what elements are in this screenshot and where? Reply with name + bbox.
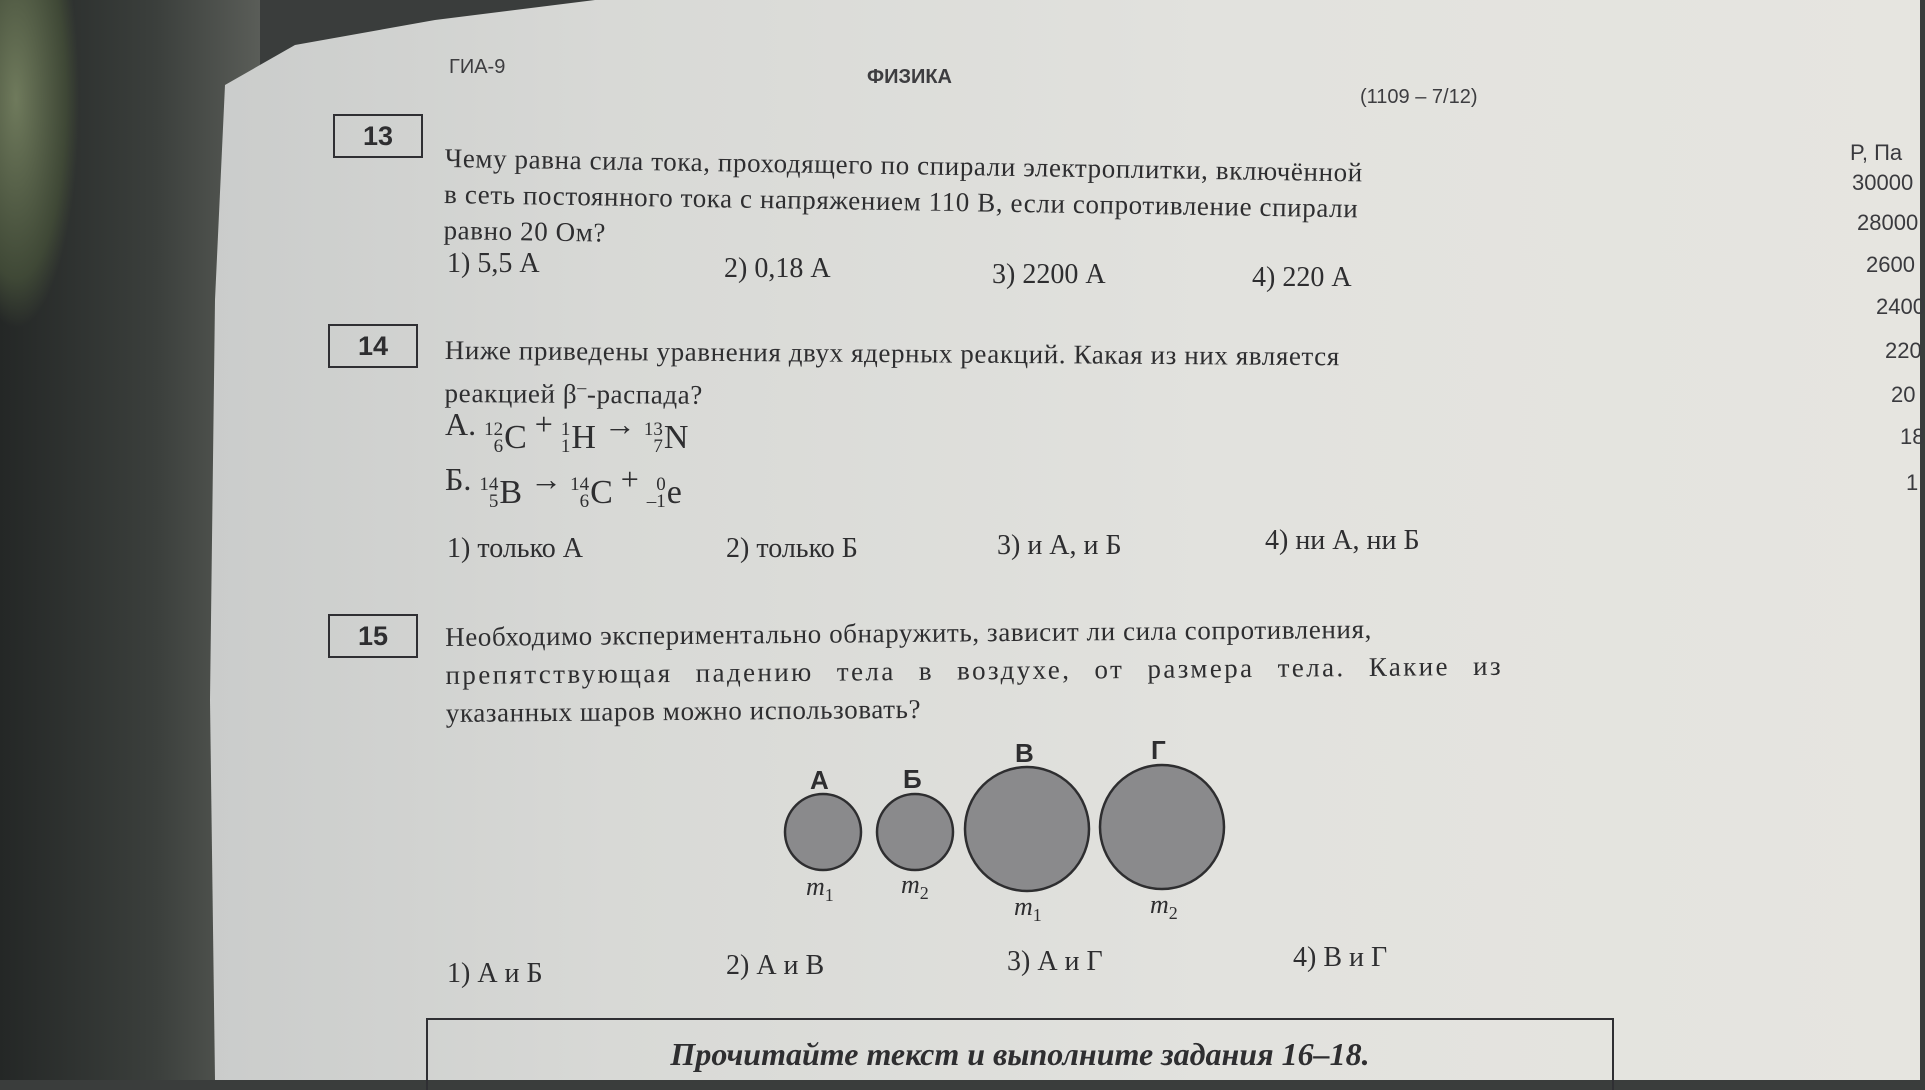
question-15-answer-3: 3) А и Г — [1007, 946, 1103, 977]
question-14-line-2: реакцией β–-распада? — [444, 376, 704, 410]
nuclide-hydrogen-1: 1 1 H — [560, 419, 596, 457]
question-13-line-1: Чему равна сила тока, проходящего по спирали электроплитки, включённой — [444, 142, 1364, 188]
instruction-text: Прочитайте текст и выполните задания 16–18. — [670, 1036, 1370, 1072]
question-15-answer-2: 2) А и В — [726, 950, 825, 981]
instruction-box — [426, 1018, 1614, 1090]
question-14-answer-4: 4) ни А, ни Б — [1265, 525, 1420, 556]
side-table-value-7: 18 — [1900, 424, 1925, 449]
question-15-line-3: указанных шаров можно использовать? — [445, 693, 922, 728]
question-15-number-box — [328, 614, 418, 658]
ball-g — [1100, 765, 1224, 889]
nuclide-nitrogen-13: 13 7 N — [643, 419, 689, 457]
nuclide-carbon-14: 14 6 C — [570, 474, 613, 512]
question-15-answer-1: 1) А и Б — [447, 958, 543, 989]
ball-v-label: В — [1015, 738, 1034, 768]
question-14-answer-1: 1) только А — [447, 533, 583, 564]
ball-g-mass: $m_2$ — [1150, 890, 1178, 924]
header-exam-code: ГИА-9 — [449, 56, 506, 78]
question-13-answer-2: 2) 0,18 А — [724, 253, 831, 284]
ball-b-label: Б — [903, 764, 922, 794]
ball-a-mass: $m_1$ — [806, 872, 834, 906]
side-table-value-8: 1 — [1906, 470, 1919, 495]
background-plant — [0, 0, 80, 330]
question-14-number-box — [328, 324, 418, 368]
question-13-answer-3: 3) 2200 А — [992, 259, 1106, 290]
question-13-number: 13 — [362, 120, 394, 151]
ball-v — [965, 767, 1089, 891]
nuclide-electron: 0 –1 e — [646, 474, 682, 512]
reaction-b: Б. 14 5 B → 14 6 C + 0 –1 e — [445, 461, 682, 512]
side-table-value-4: 2400 — [1876, 294, 1925, 319]
ball-a-label: А — [810, 765, 829, 795]
balls-figure — [770, 760, 1240, 900]
ball-a — [785, 794, 861, 870]
question-13-line-2: в сеть постоянного тока с напряжением 110 В, если сопротивление спирали — [443, 178, 1359, 224]
ball-v-mass: $m_1$ — [1014, 892, 1042, 926]
nuclide-boron-14: 14 5 B — [479, 474, 523, 512]
question-13-number-box — [333, 114, 423, 158]
question-13-line-3: равно 20 Ом? — [443, 214, 607, 248]
question-15-answer-4: 4) В и Г — [1293, 942, 1388, 973]
header-variant: (1109 – 7/12) — [1360, 86, 1478, 108]
reaction-a-arrow: → — [603, 406, 636, 442]
question-14-number: 14 — [357, 330, 389, 361]
nuclide-carbon-12: 12 6 C — [484, 419, 527, 457]
ball-b-mass: $m_2$ — [901, 870, 929, 904]
side-table-value-1: 30000 — [1852, 170, 1914, 195]
question-13-answer-1: 1) 5,5 А — [447, 248, 540, 279]
header-subject: ФИЗИКА — [867, 66, 952, 88]
question-14-answer-2: 2) только Б — [726, 533, 858, 564]
side-table-value-6: 20 — [1891, 382, 1916, 407]
question-14-text — [444, 332, 1340, 417]
question-13-answer-4: 4) 220 А — [1252, 262, 1352, 293]
ball-g-label: Г — [1151, 735, 1166, 765]
reaction-a: А. 12 6 C + 1 1 H → 13 7 N — [445, 406, 689, 457]
question-13-text — [443, 140, 1363, 262]
question-15-number: 15 — [357, 620, 389, 651]
side-table-value-3: 2600 — [1866, 252, 1915, 277]
side-table-value-5: 220 — [1885, 338, 1922, 363]
question-15-text — [445, 609, 1504, 732]
ball-b — [877, 794, 953, 870]
question-15-line-2: препятствующая падению тела в воздухе, от размера тела. Какие из — [445, 650, 1504, 690]
question-14-answer-3: 3) и А, и Б — [997, 530, 1122, 561]
question-15-line-1: Необходимо экспериментально обнаружить, зависит ли сила сопротивления, — [445, 613, 1372, 652]
side-table-header: P, Па — [1850, 140, 1903, 165]
question-14-line-1: Ниже приведены уравнения двух ядерных реакций. Какая из них является — [444, 334, 1340, 372]
side-table-value-2: 28000 — [1857, 210, 1919, 235]
reaction-b-arrow: → — [530, 461, 563, 497]
